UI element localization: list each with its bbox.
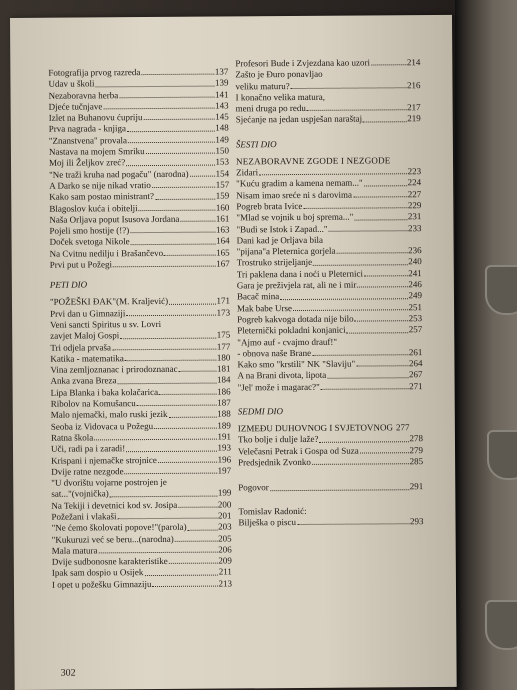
leader-dots (139, 209, 215, 211)
toc-entry-line: "Ajmo auf - cvajmo drauf!" (237, 336, 338, 347)
toc-entry-page: 211 (218, 566, 232, 578)
toc-entry-page: 157 (215, 179, 230, 190)
toc-entry (52, 578, 232, 591)
leader-dots (117, 518, 217, 520)
toc-entry-title: I opet u požešku Gimnaziju (51, 578, 152, 590)
toc-entry-page: 227 (407, 188, 422, 199)
toc-entry-title: Fotografija prvog razreda (48, 67, 141, 78)
toc-entry-title: Prvi dan u Gimnaziji (50, 307, 126, 319)
toc-entry-page: 189 (217, 420, 231, 431)
toc-entry-page: 291 (409, 481, 424, 492)
toc-entry-page: 150 (215, 145, 229, 156)
toc-entry-page: 203 (218, 521, 232, 532)
leader-dots (312, 354, 408, 356)
toc-entry-page: 191 (217, 431, 231, 442)
toc-entry-title: Dvije sudbonosne karakteristike (51, 556, 168, 567)
toc-entry-page: 148 (215, 122, 229, 134)
toc-entry-page: 257 (408, 324, 423, 335)
toc-list-part5-cont (235, 57, 420, 126)
toc-entry-title: Malo njemački, malo ruski jezik (50, 409, 168, 421)
leader-dots (179, 371, 216, 372)
toc-entry-page: 241 (408, 267, 422, 278)
toc-entry-page: 231 (407, 211, 422, 222)
toc-entry-page: 278 (409, 433, 423, 444)
toc-entry-page: 186 (217, 386, 231, 397)
section-title-part5: PETI DIO (49, 279, 88, 291)
leader-dots (144, 574, 217, 576)
toc-entry-title: Nezaboravna herba (48, 89, 119, 101)
toc-entry-title: Krispani i njemačke strojnice (51, 454, 157, 466)
toc-entry-page: 163 (215, 224, 230, 235)
page-number: 302 (60, 667, 76, 679)
toc-entry-page: 188 (217, 408, 231, 419)
toc-entry-page: 184 (216, 374, 231, 385)
toc-entry-page: 171 (216, 295, 231, 306)
toc-entry-page: 164 (216, 235, 230, 247)
toc-entry-title: Katika - matematika (50, 353, 124, 364)
toc-entry-title: Tri paklena dana i noći u Pleternici (236, 268, 363, 280)
leader-dots (137, 405, 217, 407)
toc-entry-page: 209 (218, 555, 232, 566)
toc-entry-page: 149 (215, 134, 229, 145)
toc-entry-title: Tri odjela prvaša (50, 341, 112, 353)
toc-entry-line: Zašto je Đuro ponavljao (235, 69, 323, 80)
leader-dots (154, 427, 216, 428)
toc-entry-page: 217 (407, 102, 421, 113)
toc-entry-page: 161 (215, 213, 230, 224)
leader-dots (169, 303, 215, 304)
toc-entry-page: 264 (408, 358, 423, 369)
leader-dots (125, 473, 217, 475)
leader-dots (371, 65, 406, 66)
toc-entry-title: Blagoslov kuća i obitelji (49, 202, 138, 214)
toc-entry-title: A Darko se nije nikad vratio (49, 179, 151, 191)
toc-entry-page: 181 (216, 363, 231, 374)
toc-entry-page: 153 (215, 156, 230, 167)
toc-entry-title: Trostruko strijeljanje (236, 257, 313, 268)
toc-entry-page: 197 (217, 465, 232, 476)
coat-of-arms-icon (487, 430, 517, 480)
toc-entry-title: Na Tekiji i devetnici kod sv. Josipa (51, 499, 178, 511)
toc-entry-title: Na Cvitnu nedilju i Brašančevo (49, 247, 164, 259)
leader-dots (169, 416, 217, 417)
leader-dots (126, 164, 214, 166)
toc-entry (50, 259, 230, 272)
leader-dots (357, 287, 407, 288)
toc-entry-title: Požežani i vlakaši (51, 511, 117, 522)
toc-entry-title: veliku maturu? (235, 80, 290, 92)
toc-entry-page: 154 (215, 168, 230, 179)
leader-dots (130, 232, 215, 234)
toc-entry-title: "Jel' može i magarac?" (237, 381, 320, 393)
leader-dots (336, 253, 407, 254)
leader-dots (98, 552, 217, 554)
toc-entry-title: Mala matura (51, 545, 98, 556)
toc-entry-page: 293 (409, 515, 424, 527)
leader-dots (329, 230, 407, 232)
leader-dots (313, 264, 407, 266)
toc-entry-page: 253 (408, 313, 423, 324)
toc-entry-title: "Znanstvena" provala (48, 134, 127, 146)
leader-dots (120, 337, 216, 339)
leader-dots (103, 108, 214, 110)
toc-entry (238, 381, 423, 394)
leader-dots (303, 207, 407, 209)
toc-entry-page: 165 (216, 247, 230, 258)
toc-entry-page: 199 (217, 487, 232, 498)
toc-list-part6 (236, 166, 423, 393)
leader-dots (127, 130, 214, 132)
toc-entry-title: Pogreb brata Ivice (236, 200, 303, 212)
toc-entry-title: Pogovor (238, 482, 269, 493)
leader-dots (188, 529, 217, 530)
leader-dots (128, 142, 214, 144)
toc-list-part4 (48, 66, 229, 271)
leader-dots (347, 332, 408, 333)
leader-dots (152, 586, 217, 587)
leader-dots (126, 315, 215, 317)
toc-entry-page: 173 (216, 307, 231, 318)
toc-entry-title: A na Brani divota, lipota (237, 370, 327, 381)
leader-dots (356, 366, 408, 367)
toc-entry-page: 196 (217, 453, 232, 465)
toc-entry-title: Vina zemljoznanac i prirodoznanac (50, 363, 178, 375)
leader-dots (141, 74, 214, 76)
section-title-part7: SEDMI DIO (237, 406, 284, 417)
toc-entry-page: 246 (408, 279, 422, 290)
toc-entry-page: 145 (215, 111, 229, 122)
toc-entry-page: 200 (217, 499, 232, 510)
toc-entry-page: 187 (217, 397, 231, 408)
leader-dots (110, 495, 217, 497)
toc-entry-title: Seoba iz Vidovaca u Požegu (50, 420, 154, 432)
leader-dots (364, 275, 407, 276)
toc-list-part5 (50, 296, 232, 591)
leader-dots (118, 382, 217, 384)
toc-entry-title: Nastava na mojem Smriku (48, 146, 145, 157)
leader-dots (155, 198, 215, 199)
leader-dots (270, 489, 409, 491)
leader-dots (159, 394, 216, 395)
toc-entry-page: 277 (395, 422, 410, 433)
toc-entry-line: I konačno velika matura, (235, 91, 326, 103)
toc-entry-title: Anka zvana Breza (50, 375, 117, 387)
leader-dots (307, 110, 406, 112)
section-title-part6: ŠESTI DIO (235, 138, 277, 150)
leader-dots (119, 96, 214, 98)
leader-dots (143, 119, 214, 120)
toc-entry-heading-part7 (238, 422, 423, 435)
toc-entry-page: 216 (406, 79, 421, 90)
toc-left-column (48, 66, 232, 590)
toc-entry-page: 205 (218, 533, 232, 544)
toc-entry-page: 213 (218, 578, 232, 589)
toc-entry-title: Pleternički pokladni konjanici (237, 324, 346, 336)
toc-entry-title: "POŽEŠKI ĐAK"(M. Kraljević) (49, 296, 169, 308)
toc-entry-line: Veni sancti Spiritus u sv. Lovri (50, 318, 162, 330)
toc-entry-page: 180 (216, 352, 231, 363)
leader-dots (126, 450, 216, 452)
leader-dots (364, 185, 407, 186)
toc-entry-title: Moj ili Željkov zreć? (48, 157, 126, 169)
toc-entry (236, 114, 421, 127)
leader-dots (312, 463, 409, 465)
leader-dots (363, 121, 406, 122)
leader-dots (158, 461, 217, 462)
toc-entry-page: 206 (218, 544, 232, 555)
toc-entry-page: 193 (217, 442, 232, 453)
toc-entry-title: Sjećanje na jedan uspješan naraštaj (235, 114, 363, 125)
leader-dots (175, 540, 217, 541)
toc-entry-page: 223 (407, 166, 422, 177)
toc-entry-title: Velečasni Petrak i Gospa od Suza (237, 445, 359, 457)
toc-entry-author-bio (238, 516, 423, 529)
leader-dots (291, 87, 406, 89)
toc-entry-title: meni druga po redu (235, 103, 306, 114)
leader-dots (327, 377, 408, 379)
toc-entry-page: 201 (217, 510, 232, 521)
author-name: Tomislav Radonić: (238, 505, 307, 516)
toc-entry-title: "Kuću gradim a kamena nemam..." (236, 177, 363, 189)
leader-dots (146, 153, 215, 154)
toc-entry-title: "Kukuruzi već se beru...(narodna) (51, 533, 174, 545)
toc-entry-title: "pijana"a Pleternica gorjela (236, 245, 336, 257)
toc-entry-title: Djeće tučnjave (48, 101, 103, 112)
leader-dots (164, 255, 215, 256)
toc-entry-title: Zidari (236, 167, 259, 178)
leader-dots (360, 452, 409, 453)
toc-entry-title: Kako smo "krstili" NK "Slaviju" (237, 358, 356, 370)
toc-entry-title: "Ne traži kruha nad pogaču" (narodna) (49, 168, 189, 180)
toc-entry-title: "Budi se Istok i Zapad..." (236, 223, 328, 234)
toc-entry-page: 137 (214, 66, 229, 77)
leader-dots (94, 439, 216, 441)
toc-entry-page: 267 (408, 369, 423, 380)
toc-entry-title: Uči, radi pa i zaradi! (50, 443, 126, 454)
toc-entry-page: 219 (407, 113, 421, 124)
toc-entry-page: 271 (409, 380, 423, 391)
toc-entry-page: 167 (216, 258, 230, 269)
leader-dots (297, 523, 409, 525)
toc-entry-page: 159 (215, 190, 230, 201)
toc-entry-line: "U dvorištu vojarne postrojen je (51, 477, 167, 488)
toc-entry-page: 249 (408, 290, 422, 301)
toc-entry-title: Kako sam postao ministrant? (49, 191, 155, 202)
toc-entry-title: Pogreb kakvoga dotada nije bilo (237, 313, 354, 325)
leader-dots (353, 196, 407, 197)
leader-dots (113, 266, 215, 268)
toc-entry-title: Izlet na Buhanovu ćupriju (48, 112, 143, 123)
toc-entry-title: Ipak sam dospio u Osijek (51, 567, 144, 579)
leader-dots (319, 441, 408, 443)
toc-entry-page: 251 (408, 301, 423, 312)
toc-entry-title: Predsjednik Zvonko (238, 456, 311, 468)
toc-entry-title: Mak babe Urse (236, 302, 293, 314)
toc-entry-title: "Ne ćemo školovati popove!"(parola) (51, 522, 187, 534)
toc-entry-page: 141 (215, 89, 229, 100)
leader-dots (125, 360, 216, 362)
toc-entry-title: Doček svetoga Nikole (49, 236, 130, 248)
toc-entry-title: Udav u školi (48, 78, 95, 90)
toc-entry-title: Tko bolje i dulje laže? (237, 434, 319, 445)
toc-entry-page: 175 (216, 329, 231, 340)
toc-entry-page: 285 (409, 456, 424, 467)
toc-entry-page: 177 (216, 341, 231, 352)
toc-entry-title: "Mlad se vojnik u boj sprema..." (236, 211, 354, 223)
toc-entry-title: Naša Orljava poput Isusova Jordana (49, 213, 180, 225)
leader-dots (259, 174, 407, 176)
leader-dots (321, 388, 408, 390)
leader-dots (152, 187, 215, 188)
coat-of-arms-icon (485, 600, 517, 650)
toc-entry-page: 236 (408, 245, 422, 256)
toc-entry-title: IZMEĐU DUHOVNOG I SVJETOVNOG (237, 422, 393, 434)
toc-entry-page: 224 (407, 177, 422, 188)
leader-dots (293, 309, 408, 311)
leader-dots (355, 320, 408, 321)
leader-dots (190, 176, 215, 177)
toc-entry-title: Pojeli smo hostije (!?) (49, 225, 130, 236)
toc-entry-title: zavjet Maloj Gospi (50, 330, 120, 341)
toc-entry-title: sat..."(vojnička) (51, 488, 109, 500)
toc-entry-page: 240 (408, 256, 422, 267)
coat-of-arms-icon (485, 265, 517, 315)
leader-dots (180, 221, 215, 222)
leader-dots (354, 219, 407, 220)
section-heading-part6: NEZABORAVNE ZGODE I NEZGODE (235, 155, 391, 167)
leader-dots (95, 85, 214, 87)
toc-entry-title: Ratna škola (50, 432, 94, 443)
toc-entry-title: Bacač mina (236, 291, 280, 302)
toc-entry-title: Prva nagrada - knjiga (48, 123, 127, 135)
toc-entry-page: 229 (407, 200, 422, 211)
toc-entry-title: Nisam imao sreće ni s darovima (236, 189, 352, 201)
leader-dots (131, 243, 216, 245)
toc-entry-page: 139 (214, 77, 229, 88)
toc-list-part7 (238, 433, 423, 468)
toc-entry-title: Gara je preživjela rat, ali ne i mir (236, 279, 357, 291)
toc-entry-title: Lipa Blanka i baka kolačarica (50, 386, 159, 398)
toc-entry-title: Prvi put u Požegi (49, 259, 113, 270)
leader-dots (178, 507, 217, 508)
toc-entry-page: 160 (215, 202, 230, 213)
leader-dots (280, 298, 407, 300)
toc-entry-page: 233 (407, 222, 422, 233)
toc-entry-page: 143 (215, 100, 229, 111)
toc-entry-title: Ribolov na Komušancu (50, 398, 136, 409)
toc-entry-line: Dani kad je Orljava bila (236, 234, 324, 246)
adjacent-page (455, 0, 517, 690)
book-page (10, 15, 457, 690)
leader-dots (112, 348, 216, 350)
toc-right-column (235, 57, 423, 528)
toc-entry-title: Profesori Bude i Zvjezdana kao uzori (235, 57, 371, 69)
toc-entry-title: - obnova naše Brane (237, 347, 312, 359)
leader-dots (169, 563, 218, 564)
toc-entry-page: 261 (408, 346, 423, 358)
toc-entry-page: 214 (406, 57, 421, 68)
toc-entry-page: 279 (409, 444, 424, 455)
toc-entry-title: Bilješka o piscu (238, 516, 297, 528)
toc-entry-title: Dvije ratne nezgode (51, 466, 124, 477)
